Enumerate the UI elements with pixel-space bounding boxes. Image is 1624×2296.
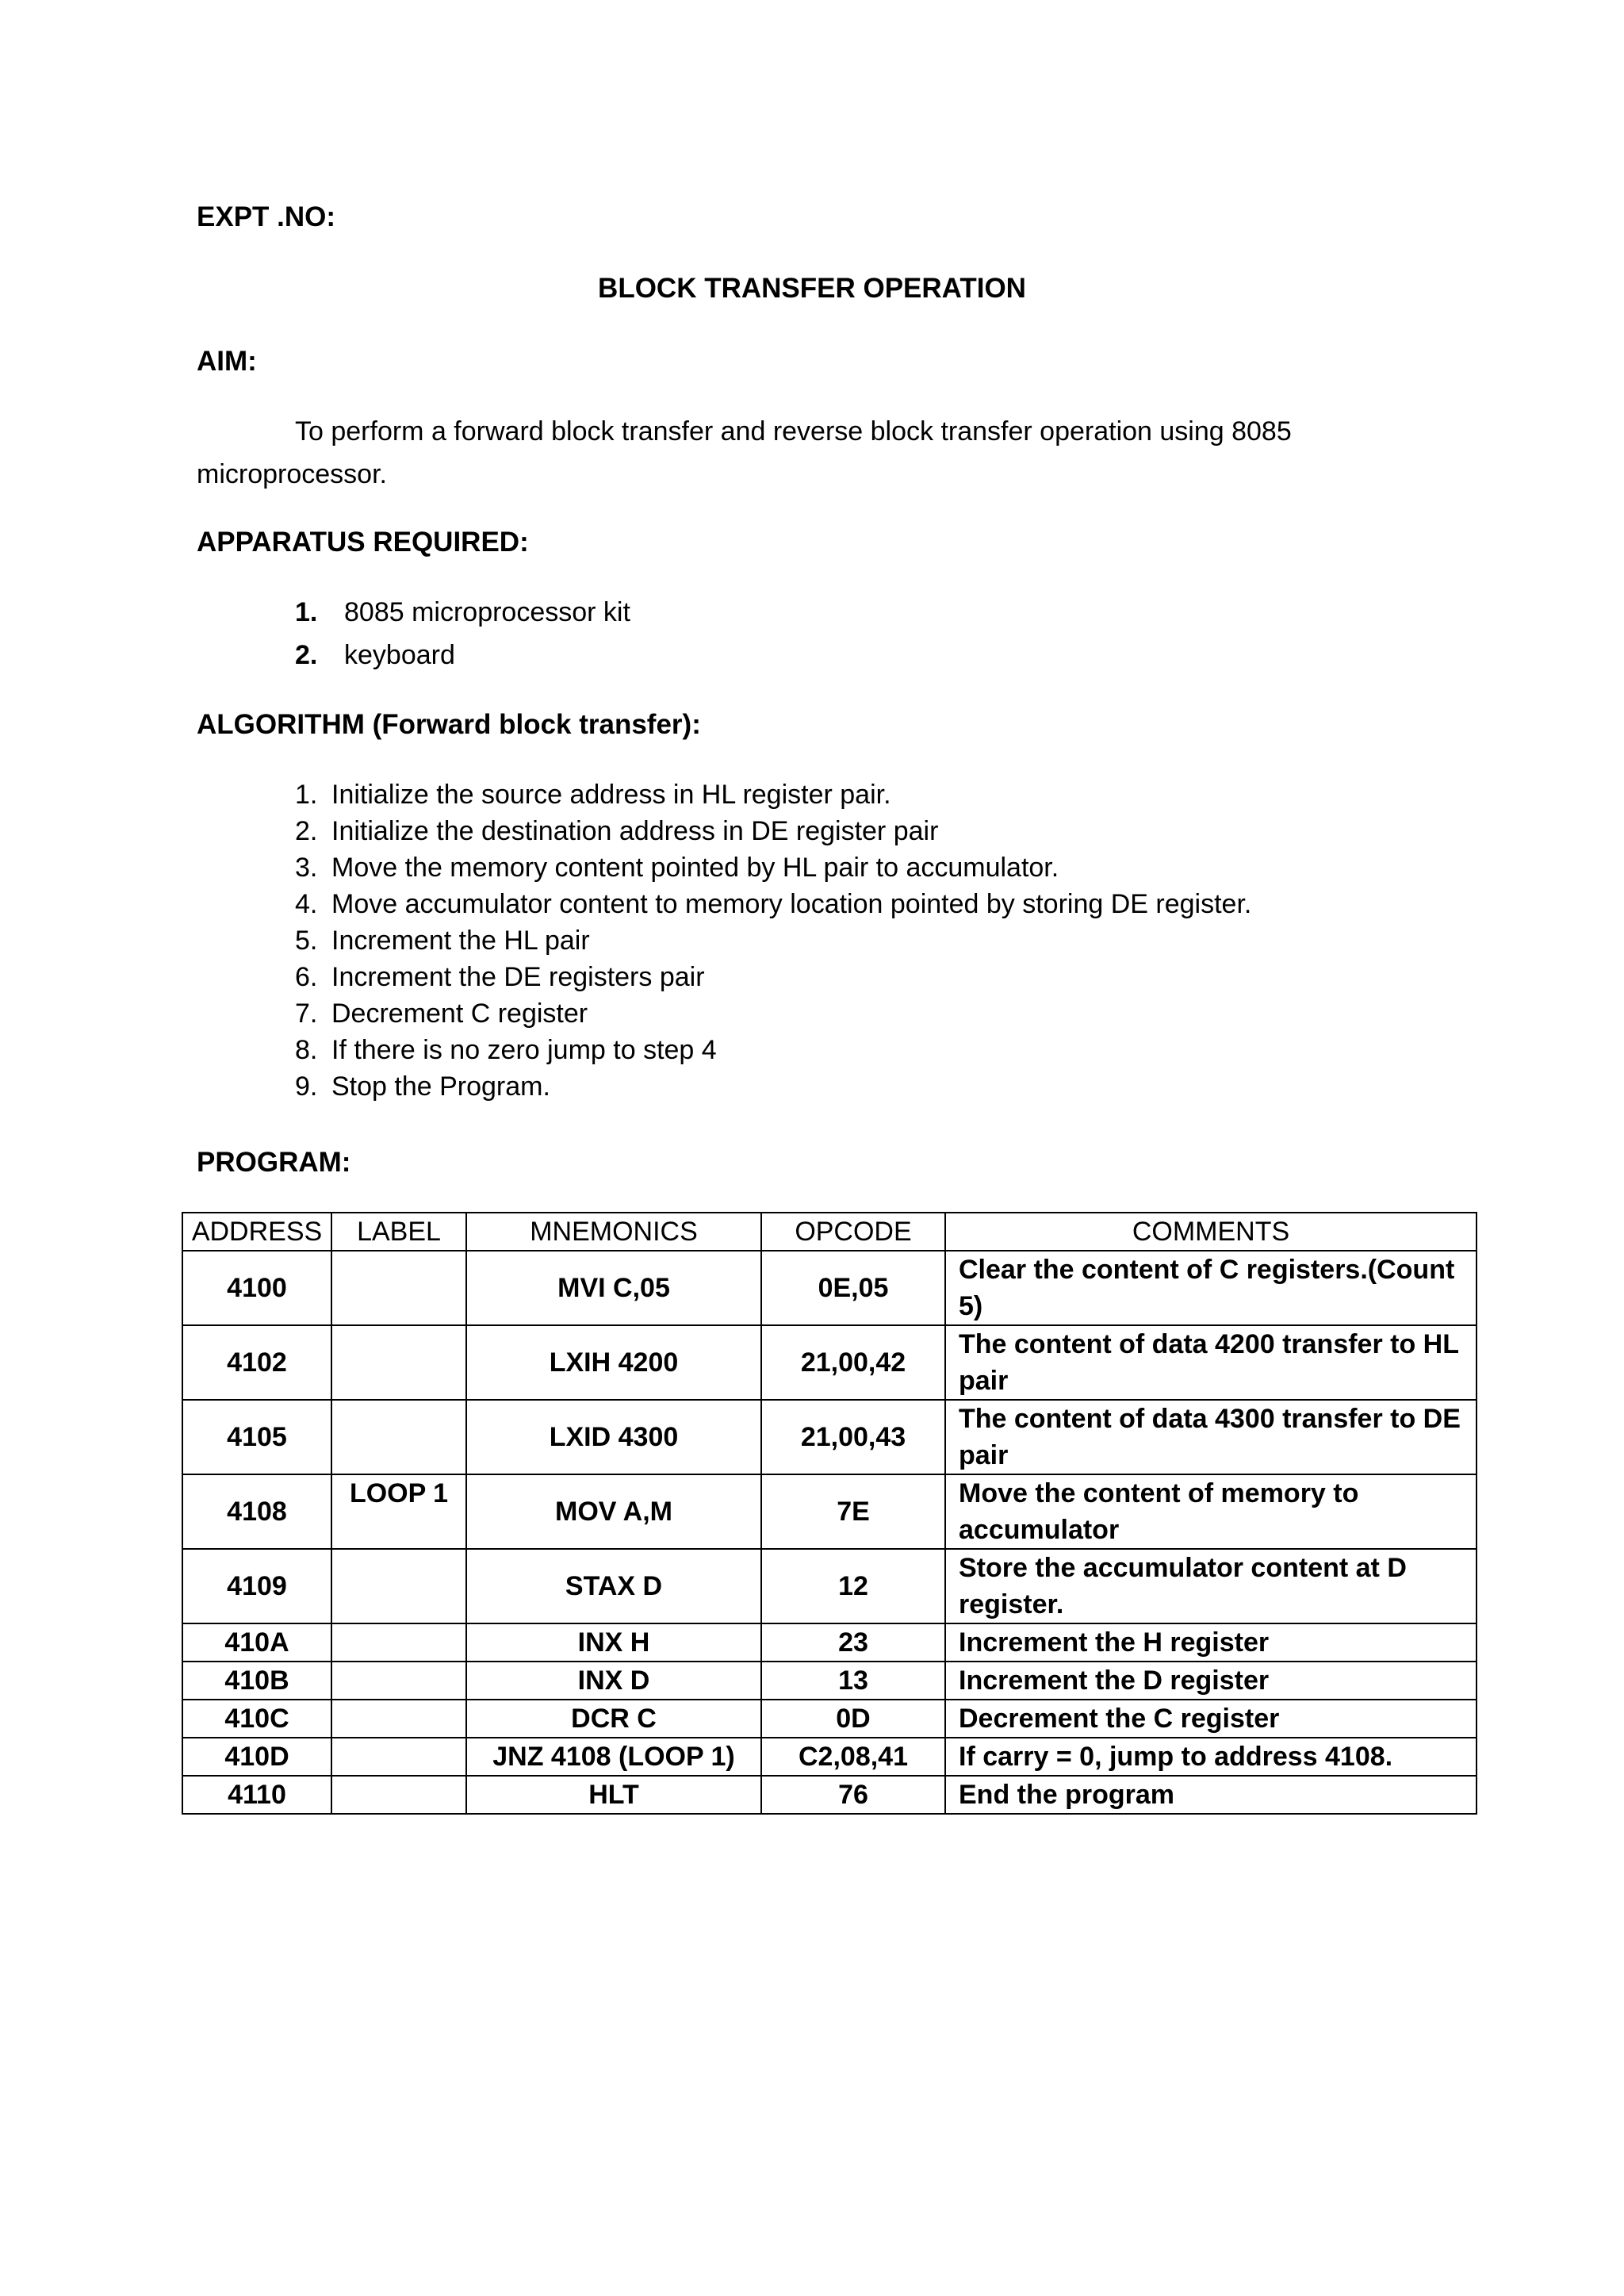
step-text: Decrement C register <box>331 999 588 1029</box>
label-cell: LOOP 1 <box>331 1474 466 1549</box>
step-text: Move the memory content pointed by HL pair to accumulator. <box>331 853 1059 883</box>
experiment-number-label: EXPT .NO: <box>197 201 336 232</box>
table-row <box>182 1251 1477 1325</box>
list-item <box>295 887 1251 923</box>
mnemonic-cell: JNZ 4108 (LOOP 1) <box>466 1738 761 1776</box>
mnemonic-cell: INX H <box>466 1623 761 1662</box>
column-header-label: LABEL <box>331 1213 466 1251</box>
mnemonic-cell: LXIH 4200 <box>466 1325 761 1400</box>
opcode-cell: 76 <box>761 1776 945 1814</box>
address-cell: 410D <box>182 1738 331 1776</box>
program-table <box>182 1212 1477 1815</box>
column-header-mnemonics: MNEMONICS <box>466 1213 761 1251</box>
table-row <box>182 1700 1477 1738</box>
opcode-cell: 0D <box>761 1700 945 1738</box>
table-row <box>182 1738 1477 1776</box>
algorithm-heading: ALGORITHM (Forward block transfer): <box>197 709 701 740</box>
opcode-cell: 12 <box>761 1549 945 1623</box>
comment-cell: Decrement the C register <box>945 1700 1477 1738</box>
step-number: 1. <box>295 780 318 810</box>
table-row <box>182 1325 1477 1400</box>
list-item <box>295 850 1251 887</box>
label-cell <box>331 1549 466 1623</box>
opcode-cell: 0E,05 <box>761 1251 945 1325</box>
comment-cell: Increment the H register <box>945 1623 1477 1662</box>
mnemonic-cell: LXID 4300 <box>466 1400 761 1474</box>
step-number: 3. <box>295 853 318 883</box>
label-cell <box>331 1776 466 1814</box>
mnemonic-cell: MVI C,05 <box>466 1251 761 1325</box>
aim-line-1-text: To perform a forward block transfer and reverse block transfer operation using 8085 <box>295 416 1292 447</box>
list-item-number: 1. <box>295 597 318 627</box>
comment-cell: The content of data 4200 transfer to HL pair <box>945 1325 1477 1400</box>
table-row <box>182 1662 1477 1700</box>
list-item <box>295 1033 1251 1069</box>
column-header-opcode: OPCODE <box>761 1213 945 1251</box>
algorithm-steps-list <box>295 777 1251 1106</box>
table-row <box>182 1474 1477 1549</box>
address-cell: 4102 <box>182 1325 331 1400</box>
aim-line-1 <box>197 414 1513 457</box>
step-text: If there is no zero jump to step 4 <box>331 1035 717 1065</box>
address-cell: 4108 <box>182 1474 331 1549</box>
step-text: Increment the HL pair <box>331 926 590 956</box>
label-cell <box>331 1662 466 1700</box>
mnemonic-cell: STAX D <box>466 1549 761 1623</box>
step-text: Move accumulator content to memory location pointed by storing DE register. <box>331 889 1252 919</box>
apparatus-list <box>295 595 630 680</box>
step-number: 8. <box>295 1035 318 1065</box>
column-header-address: ADDRESS <box>182 1213 331 1251</box>
comment-cell: Move the content of memory to accumulator <box>945 1474 1477 1549</box>
page-title: BLOCK TRANSFER OPERATION <box>598 273 1026 304</box>
address-cell: 4110 <box>182 1776 331 1814</box>
step-text: Stop the Program. <box>331 1071 550 1102</box>
list-item <box>295 777 1251 814</box>
step-number: 6. <box>295 962 318 992</box>
comment-cell: End the program <box>945 1776 1477 1814</box>
list-item <box>295 923 1251 960</box>
opcode-cell: 23 <box>761 1623 945 1662</box>
comment-cell: Clear the content of C registers.(Count 5) <box>945 1251 1477 1325</box>
list-item <box>295 814 1251 850</box>
opcode-cell: C2,08,41 <box>761 1738 945 1776</box>
comment-cell: If carry = 0, jump to address 4108. <box>945 1738 1477 1776</box>
step-text: Initialize the source address in HL register pair. <box>331 780 891 810</box>
mnemonic-cell: MOV A,M <box>466 1474 761 1549</box>
label-cell <box>331 1738 466 1776</box>
address-cell: 410A <box>182 1623 331 1662</box>
list-item <box>295 1069 1251 1106</box>
comment-cell: The content of data 4300 transfer to DE pair <box>945 1400 1477 1474</box>
opcode-cell: 7E <box>761 1474 945 1549</box>
aim-paragraph <box>197 414 1513 500</box>
opcode-cell: 21,00,42 <box>761 1325 945 1400</box>
label-cell <box>331 1700 466 1738</box>
list-item-text: keyboard <box>344 640 455 670</box>
comment-cell: Store the accumulator content at D register. <box>945 1549 1477 1623</box>
list-item <box>295 595 630 638</box>
mnemonic-cell: DCR C <box>466 1700 761 1738</box>
list-item <box>295 960 1251 996</box>
list-item <box>295 638 630 680</box>
aim-heading: AIM: <box>197 346 257 377</box>
list-item <box>295 996 1251 1033</box>
step-number: 5. <box>295 926 318 956</box>
step-number: 2. <box>295 816 318 846</box>
address-cell: 4109 <box>182 1549 331 1623</box>
table-row <box>182 1623 1477 1662</box>
label-cell <box>331 1251 466 1325</box>
opcode-cell: 13 <box>761 1662 945 1700</box>
table-row <box>182 1400 1477 1474</box>
column-header-comments: COMMENTS <box>945 1213 1477 1251</box>
mnemonic-cell: INX D <box>466 1662 761 1700</box>
label-cell <box>331 1325 466 1400</box>
label-cell <box>331 1623 466 1662</box>
step-number: 9. <box>295 1071 318 1102</box>
apparatus-heading: APPARATUS REQUIRED: <box>197 527 529 558</box>
address-cell: 410B <box>182 1662 331 1700</box>
step-text: Increment the DE registers pair <box>331 962 705 992</box>
address-cell: 4100 <box>182 1251 331 1325</box>
mnemonic-cell: HLT <box>466 1776 761 1814</box>
program-heading: PROGRAM: <box>197 1147 351 1178</box>
step-number: 7. <box>295 999 318 1029</box>
step-text: Initialize the destination address in DE register pair <box>331 816 939 846</box>
step-number: 4. <box>295 889 318 919</box>
list-item-text: 8085 microprocessor kit <box>344 597 630 627</box>
aim-line-2: microprocessor. <box>197 459 387 489</box>
list-item-number: 2. <box>295 640 318 670</box>
table-row <box>182 1549 1477 1623</box>
opcode-cell: 21,00,43 <box>761 1400 945 1474</box>
address-cell: 4105 <box>182 1400 331 1474</box>
table-row <box>182 1776 1477 1814</box>
label-cell <box>331 1400 466 1474</box>
address-cell: 410C <box>182 1700 331 1738</box>
table-header-row <box>182 1213 1477 1251</box>
comment-cell: Increment the D register <box>945 1662 1477 1700</box>
